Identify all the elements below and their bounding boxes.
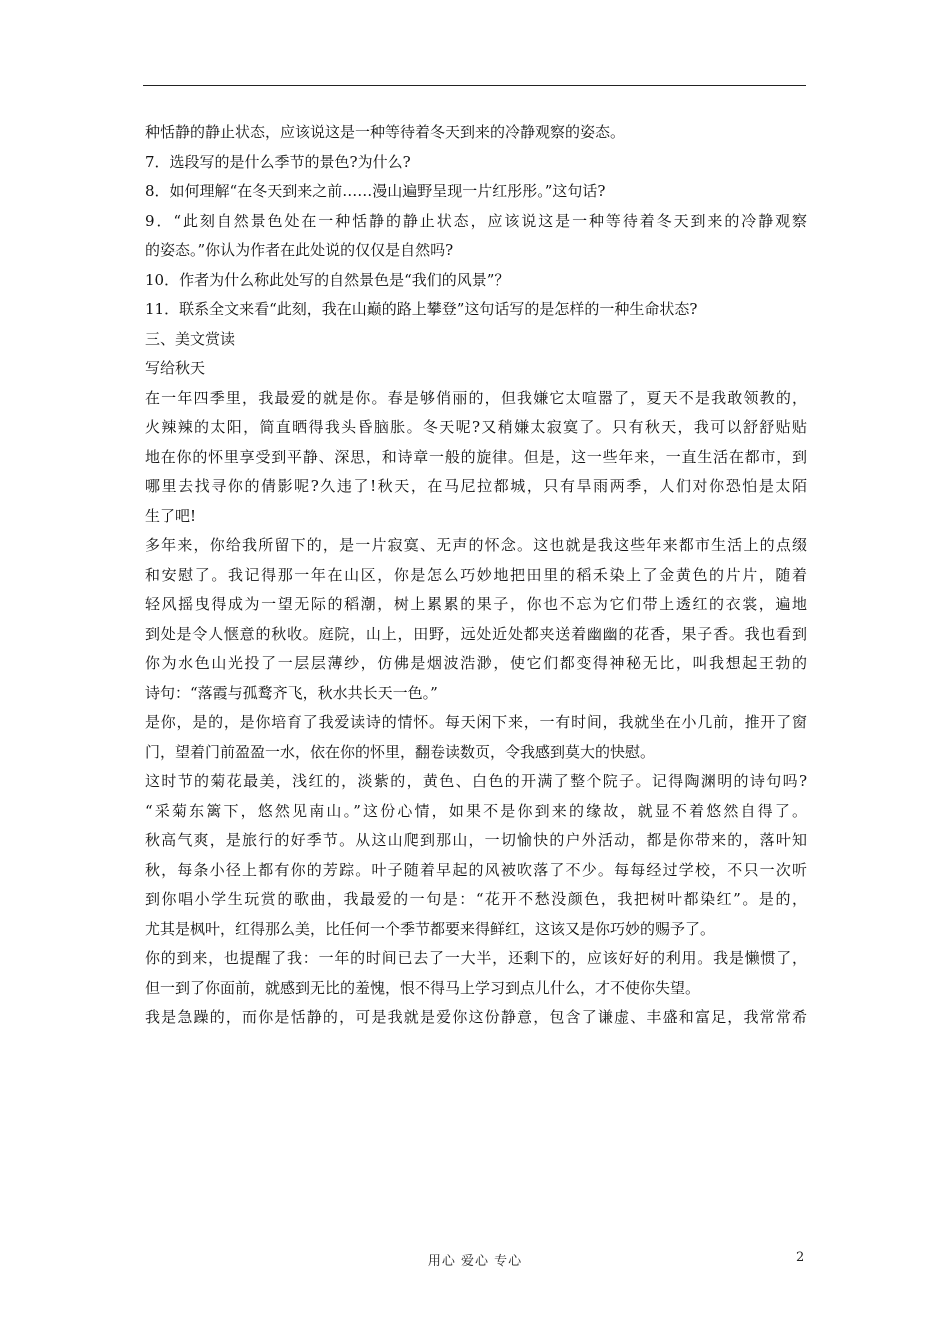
question-9-continued: 的姿态。”你认为作者在此处说的仅仅是自然吗? — [145, 241, 454, 259]
question-11: 11．联系全文来看“此刻，我在山巅的路上攀登”这句话写的是怎样的一种生命状态? — [145, 300, 698, 318]
essay-line: 哪里去找寻你的倩影呢?久违了!秋天，在马尼拉都城，只有旱雨两季，人们对你恐怕是太陌 — [145, 477, 807, 495]
page-body — [145, 118, 807, 1033]
essay-line: 轻风摇曳得成为一望无际的稻潮，树上累累的果子，你也不忘为它们带上透红的衣裳，遍地 — [145, 595, 807, 613]
essay-line: “采菊东篱下，悠然见南山。”这份心情，如果不是你到来的缘故，就显不着悠然自得了。 — [145, 801, 807, 820]
question-7: 7．选段写的是什么季节的景色?为什么? — [145, 152, 411, 171]
essay-line: 火辣辣的太阳，简直晒得我头昏脑胀。冬天呢?又稍嫌太寂寞了。只有秋天，我可以舒舒贴贴 — [145, 418, 807, 436]
essay-paragraph-4 — [145, 767, 807, 826]
essay-line: 这时节的菊花最美，浅红的，淡紫的，黄色、白色的开满了整个院子。记得陶渊明的诗句吗? — [145, 772, 807, 790]
essay-line: 秋高气爽，是旅行的好季节。从这山爬到那山，一切愉快的户外活动，都是你带来的，落叶知 — [145, 831, 807, 849]
essay-line: 地在你的怀里享受到平静、深思，和诗章一般的旋律。但是，这一些年来，一直生活在都市，到 — [145, 447, 807, 466]
footer-motto: 用心 爱心 专心 — [427, 1254, 523, 1269]
essay-line: 我是急躁的，而你是恬静的，可是我就是爱你这份静意，包含了谦虚、丰盛和富足，我常常希 — [145, 1008, 807, 1026]
essay-line: 在一年四季里，我最爱的就是你。春是够俏丽的，但我嫌它太喧嚣了，夏天不是我敢领教的， — [145, 388, 807, 407]
essay-line: 多年来，你给我所留下的，是一片寂寞、无声的怀念。这也就是我这些年来都市生活上的点缀 — [145, 536, 807, 554]
section-heading: 三、美文赏读 — [145, 329, 236, 348]
essay-paragraph-7 — [145, 1003, 807, 1033]
essay-paragraph-5 — [145, 826, 807, 944]
essay-line: 你为水色山光投了一层层薄纱，仿佛是烟波浩渺，使它们都变得神秘无比，叫我想起王勃的 — [145, 654, 807, 672]
essay-line: 是你，是的，是你培育了我爱读诗的情怀。每天闲下来，一有时间，我就坐在小几前，推开了窗 — [145, 713, 807, 731]
essay-paragraph-2 — [145, 531, 807, 708]
essay-paragraph-3 — [145, 708, 807, 767]
essay-line: 到你唱小学生玩赏的歌曲，我最爱的一句是：“花开不愁没颜色，我把树叶都染红”。是的， — [145, 890, 807, 908]
essay-line: 秋，每条小径上都有你的芳踪。叶子随着早起的风被吹落了不少。每每经过学校，不只一次听 — [145, 860, 807, 879]
essay-line: 你的到来，也提醒了我：一年的时间已去了一大半，还剩下的，应该好好的利用。我是懒惯了， — [145, 949, 807, 967]
essay-title: 写给秋天 — [145, 359, 206, 377]
header-rule — [143, 85, 806, 86]
question-8: 8．如何理解“在冬天到来之前……漫山遍野呈现一片红彤彤。”这句话? — [145, 182, 606, 200]
question-list — [145, 148, 807, 325]
essay-line: 门，望着门前盈盈一水，依在你的怀里，翻卷读数页，令我感到莫大的快慰。 — [145, 742, 656, 761]
question-10: 10．作者为什么称此处写的自然景色是“我们的风景”？ — [145, 270, 510, 289]
essay-paragraph-1 — [145, 384, 807, 532]
essay-line: 生了吧! — [145, 506, 197, 525]
essay-line: 和安慰了。我记得那一年在山区，你是怎么巧妙地把田里的稻禾染上了金黄色的片片，随着 — [145, 565, 807, 584]
essay-line: 诗句：“落霞与孤鹜齐飞，秋水共长天一色。” — [145, 683, 438, 702]
essay-line: 尤其是枫叶，红得那么美，比任何一个季节都要来得鲜红，这该又是你巧妙的赐予了。 — [145, 919, 716, 938]
essay-paragraph-6 — [145, 944, 807, 1003]
page-number: 2 — [796, 1250, 805, 1265]
carryover-line: 种恬静的静止状态，应该说这是一种等待着冬天到来的冷静观察的姿态。 — [145, 123, 626, 141]
question-9: 9．“此刻自然景色处在一种恬静的静止状态，应该说这是一种等待着冬天到来的冷静观察 — [145, 211, 807, 230]
essay-line: 但一到了你面前，就感到无比的羞愧，恨不得马上学习到点儿什么，才不使你失望。 — [145, 978, 701, 997]
essay-line: 到处是令人惬意的秋收。庭院，山上，田野，远处近处都夹送着幽幽的花香，果子香。我也看到 — [145, 624, 807, 643]
